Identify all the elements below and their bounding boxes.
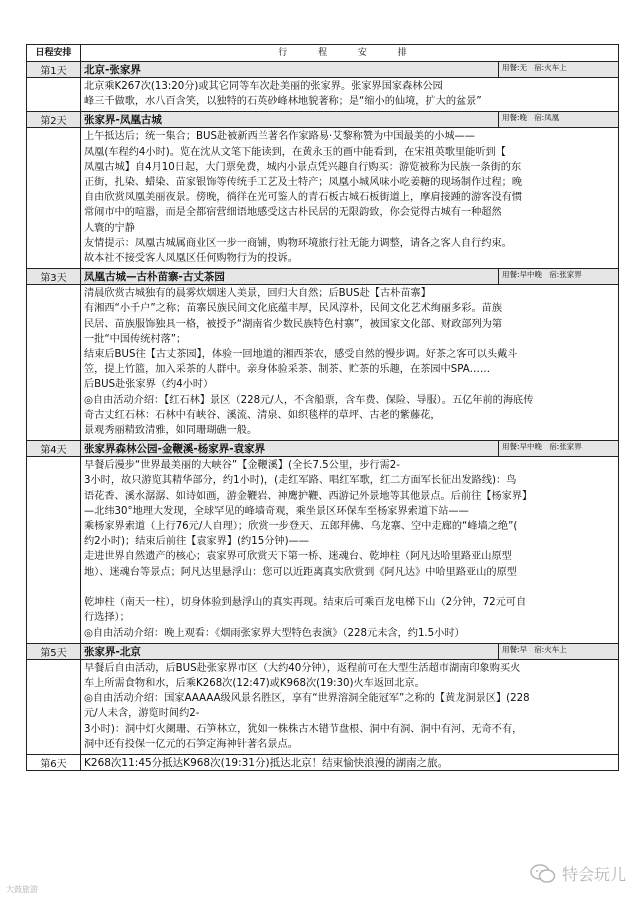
description-line: 常闹市中的喧嚣，而是全都宿营细语地感受这古朴民居的无限韵致，你会觉得古城有一种超然 [84,207,502,219]
description-line: 乘杨家界索道（上行76元/人自理）；欣赏一步登天、五郎拜佛、乌龙寨、空中走廊的“峰墙之绝”( [84,521,518,533]
description-line: 3小时)：洞中灯火阑珊、石笋林立，犹如一株株古木错节盘根、洞中有洞、洞中有河、无奇不有， [84,723,523,735]
table-header-row [27,45,619,62]
meal-value: 早中晚 [519,270,543,280]
stay-label: 宿: [534,644,545,654]
meal-lodging [499,112,619,128]
day-number: 第5天 [27,643,81,659]
description-line: 一批“中国传统村落”； [84,333,187,345]
itinerary-table [26,44,619,771]
description-line [84,580,614,595]
description-line: 行选择）； [84,612,130,624]
day-description [81,285,619,441]
day-description [81,659,619,754]
day-body-row [27,659,619,754]
day-description [81,457,619,643]
day-number: 第4天 [27,441,81,457]
day-header-row [27,62,619,78]
meal-lodging [499,62,619,78]
day-6-row [27,754,619,770]
meal-lodging [499,441,619,457]
day-body-row [27,285,619,441]
header-title: 行 程 安 排 [81,45,619,62]
day-spacer [27,285,81,441]
description-line: 清晨欣赏古城独有的晨雾炊烟迷人美景，回归大自然；后BUS赴【古朴苗寨】 [84,288,431,300]
description-line: 元/人未含，游览时间约2- [84,708,200,720]
description-line: 走进世界自然遗产的核心；袁家界可欣赏天下第一桥、迷魂台、乾坤柱（阿凡达哈里路亚山原型 [84,551,512,563]
day-number: 第1天 [27,62,81,78]
day-route: 北京-张家界 [81,62,499,78]
description-line: 结束后BUS往【古丈茶园】，体验一回地道的湘西茶农，感受自然的慢步调。好茶之客可以头戴斗 [84,349,518,361]
description-line: 奇古丈红石林：石林中有峡谷、溪流、清泉、如织毯样的草坪、古老的紫藤花， [84,409,441,421]
description-line: 有湘西“小千户”之称；苗寨民族民间文化底蕴丰厚，民风淳朴，民间文化艺术绚丽多彩。苗族 [84,303,503,315]
description-line: 故本社不接受客人凤凰区任何购物行为的投诉。 [84,253,298,265]
meal-label: 用餐: [502,63,520,72]
day-number: 第2天 [27,112,81,128]
description-line: 北京乘K267次(13:20分)或其它同等车次赴美丽的张家界。张家界国家森林公园 [84,81,443,92]
description-line: 笠，提上竹篮，加入采茶的人群中。亲身体验采茶、制茶、贮茶的乐趣，在茶园中SPA…… [84,364,491,376]
meal-value: 早中晚 [519,442,543,452]
description-line: 乾坤柱（南天一柱），切身体验到悬浮山的真实再现。结束后可乘百龙电梯下山（2分钟，72元可自 [84,597,527,609]
meal-value: 早 [519,644,528,654]
meal-lodging [499,643,619,659]
description-line: 后BUS赴张家界（约4小时） [84,379,214,391]
stay-value: 火车上 [544,644,567,654]
description-line: 早餐后漫步“世界最美丽的大峡谷”【金鞭溪】(全长7.5公里，步行需2- [84,460,400,472]
corner-logo: 大鼓旅游 [6,885,38,894]
day-spacer [27,457,81,643]
description-line: 自由欣赏凤凰美丽夜景。傍晚，徜徉在光可鉴人的青石板古城石板街道上，摩肩接踵的游客没有惯 [84,192,523,204]
watermark [530,862,626,885]
meal-label: 用餐: [502,442,520,452]
day-spacer [27,78,81,112]
stay-label: 宿: [549,442,560,452]
day-description [81,128,619,269]
day-header-row [27,441,619,457]
day-6-text: K268次11:45分抵达K968次(19:31分)抵达北京！结束愉快浪漫的湖南之旅。 [81,754,619,770]
description-line: ◎自由活动介绍：【红石林】景区（228元/人，不含船票，含车费、保险、导服）。五亿年前的海底传 [84,394,534,406]
description-line: 3小时，故只游览其精华部分，约1小时)，(走红军路、唱红军歌，红二方面军长征出发路线)：鸟 [84,475,517,487]
description-line: 洞中还有投保一亿元的石笋定海神针著名景点。 [84,738,298,750]
description-line: 凤凰古城】自4月10日起，大门票免费，城内小景点凭兴趣自行购买：游览被称为民族一条街的东 [84,161,522,173]
wechat-icon [530,864,556,884]
stay-label: 宿: [534,63,545,72]
description-line: 约2小时)；结束后前往【袁家界】(约15分钟)—— [84,536,309,548]
day-body-row [27,457,619,643]
description-line: 车上所需食物和水，后乘K268次(12:47)或K968次(19:30)火车返回北京。 [84,677,425,689]
stay-value: 凤凰 [544,113,560,123]
description-line: 人寰的宁静 [84,222,135,234]
day-spacer [27,659,81,754]
day-body-row [27,128,619,269]
day-spacer [27,128,81,269]
stay-value: 火车上 [544,63,567,72]
stay-label: 宿: [549,270,560,280]
description-line: 早餐后自由活动，后BUS赴张家界市区（大约40分钟），返程前可在大型生活超市湖南印象购买火 [84,662,521,674]
description-line: 正街，扎染、蜡染、苗家银饰等传统手工艺及土特产；凤凰小城风味小吃姜糖的现场制作过程；晚 [84,177,523,189]
stay-label: 宿: [534,113,545,123]
description-line: 凤凰(车程约4小时)。览在沈从文笔下能读到，在黄永玉的画中能看到，在宋祖英歌里能听到【 [84,146,506,158]
description-line: ◎自由活动介绍：国家AAAAA级风景名胜区，享有“世界溶洞全能冠军”之称的【黄龙洞景区】(228 [84,693,530,705]
meal-label: 用餐: [502,644,520,654]
day-description [81,78,619,112]
meal-label: 用餐: [502,270,520,280]
days-body [27,62,619,755]
description-line: 友情提示：凤凰古城属商业区一步一商铺，购物环境旅行社无能力调整，请各之客人自行约束。 [84,237,512,249]
description-line: 民居、苗族服饰独具一格，被授予“湖南省少数民族特色村寨”，被国家文化部、财政部列为第 [84,318,503,330]
description-line: 景观秀丽精致清雅，如同珊瑚礁一般。 [84,425,258,437]
day-number: 第3天 [27,269,81,285]
day-header-row [27,112,619,128]
description-line: —北纬30°地理大发现，全球罕见的峰墙奇观，乘坐景区环保车至杨家界索道下站—— [84,505,469,517]
description-line: 上午抵达后；统一集合；BUS赴被新西兰著名作家路易·艾黎称赞为中国最美的小城—— [84,131,475,143]
meal-label: 用餐: [502,113,520,123]
stay-value: 张家界 [559,270,582,280]
description-line: 峰三千做歌，水八百含笑，以独特的石英砂峰林地貌著称；是“缩小的仙境，扩大的盆景” [84,96,482,108]
day-number: 第6天 [27,754,81,770]
day-route: 张家界森林公园-金鞭溪-杨家界-袁家界 [81,441,499,457]
stay-value: 张家界 [559,442,582,452]
day-header-row [27,269,619,285]
meal-value: 晚 [519,113,528,123]
description-line: ◎自由活动介绍：晚上观看：《烟雨张家界大型特色表演》（228元未含，约1.5小时） [84,627,465,639]
day-route: 张家界-凤凰古城 [81,112,499,128]
meal-value: 无 [519,63,528,72]
description-line: 语花香、溪水潺潺、如诗如画，游金鞭岩、神鹰护鞭、西游记外景地等其他景点。后前往【杨家界】 [84,490,533,502]
day-body-row [27,78,619,112]
watermark-text: 特会玩儿 [561,865,626,884]
day-route: 张家界-北京 [81,643,499,659]
meal-lodging [499,269,619,285]
description-line: 地）、迷魂台等景点；阿凡达里悬浮山：您可以近距离真实欣赏到《阿凡达》中哈里路亚山的原型 [84,566,517,578]
header-day-label: 日程安排 [27,45,81,62]
day-header-row [27,643,619,659]
day-route: 凤凰古城—古朴苗寨-古丈茶园 [81,269,499,285]
